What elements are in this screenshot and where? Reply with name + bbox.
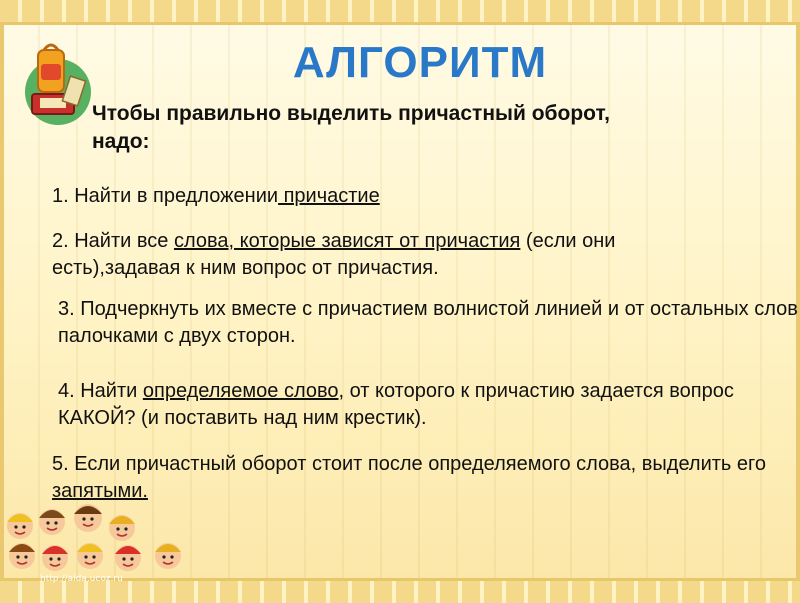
step-text: 5. Если причастный оборот стоит после определяемого слова, выделить его (52, 453, 766, 475)
step-underlined-text: слова, которые зависят от причастия (173, 230, 521, 252)
school-backpack-icon (18, 40, 98, 130)
algorithm-step-3 (58, 296, 798, 350)
intro-text: Чтобы правильно выделить причастный оборот, надо: (92, 102, 610, 153)
step-text: 1. Найти в предложении (52, 185, 279, 207)
left-border-decoration (0, 22, 4, 578)
step-text: 2. Найти все (52, 230, 174, 252)
top-border-decoration (0, 0, 800, 25)
algorithm-step-1 (52, 183, 652, 210)
step-underlined-text: запятыми. (52, 480, 148, 502)
step-text: 4. Найти (58, 380, 143, 402)
watermark-url: http://aida.ucoz.ru (40, 574, 123, 584)
children-faces-icon (0, 500, 200, 578)
algorithm-step-2 (52, 228, 692, 282)
algorithm-step-4 (58, 378, 778, 432)
step-text: , от которого к причастию задается вопрос КАКОЙ? (и поставить над ним крестик). (58, 380, 734, 429)
step-text: (если они есть),задавая к ним вопрос от причастия. (52, 230, 616, 279)
algorithm-step-5 (52, 451, 772, 505)
step-underlined-text: причастие (278, 185, 380, 207)
step-text: 3. Подчеркнуть их вместе с причастием волнистой линией и от остальных слов палочками с двух сторон. (58, 298, 798, 347)
page-title: АЛГОРИТМ (292, 38, 548, 87)
step-underlined-text: определяемое слово (142, 380, 339, 402)
